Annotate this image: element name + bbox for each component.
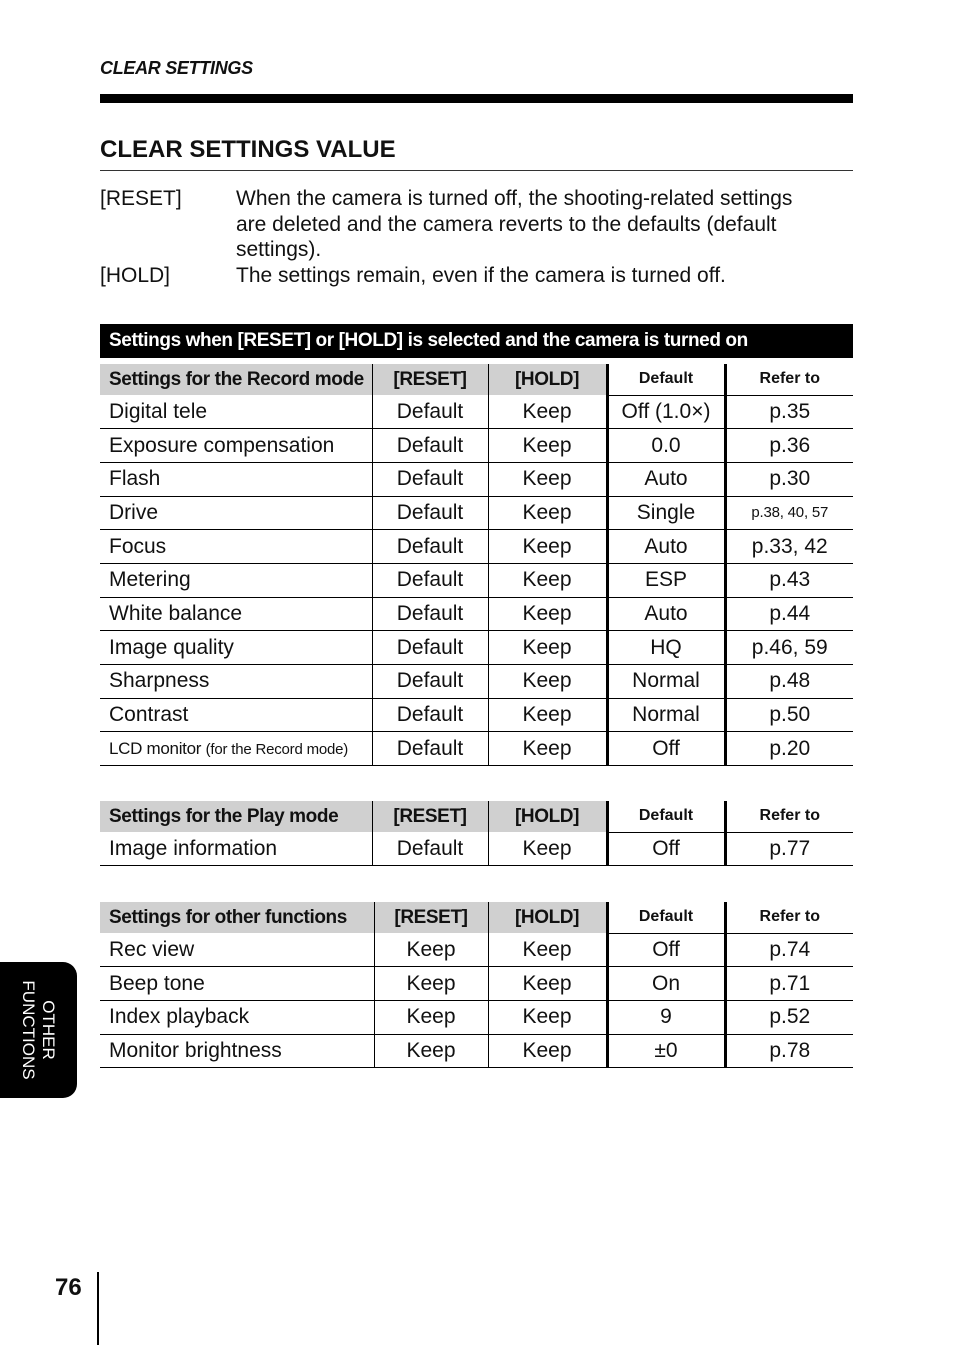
default-value: On [607,967,725,1001]
reset-value: Keep [374,1000,488,1034]
section-side-tab [0,962,77,1098]
table-header-row [100,902,853,933]
hold-value: Keep [488,698,607,732]
table-row [100,967,853,1001]
table-row [100,429,853,463]
hold-value: Keep [488,631,607,665]
hold-value: Keep [488,597,607,631]
reset-column-header: [RESET] [372,364,488,395]
table-header-row [100,801,853,832]
hold-value: Keep [488,665,607,699]
refer-value: p.71 [725,967,853,1001]
setting-name: Digital tele [100,395,372,429]
table-row [100,563,853,597]
hold-column-header: [HOLD] [488,364,607,395]
hold-value: Keep [488,832,607,866]
hold-value: Keep [488,496,607,530]
default-value: Off (1.0×) [607,395,725,429]
refer-column-header: Refer to [725,902,853,933]
hold-value: Keep [488,395,607,429]
reset-value: Default [372,832,488,866]
play-mode-table [100,801,853,866]
refer-value: p.52 [725,1000,853,1034]
table-row [100,496,853,530]
default-value: Auto [607,530,725,564]
side-tab-line: FUNCTIONS [19,980,38,1080]
record-mode-table [100,364,853,766]
reset-value: Keep [374,967,488,1001]
table-row [100,832,853,866]
setting-name: Beep tone [100,967,374,1001]
default-value: Single [607,496,725,530]
hold-column-header: [HOLD] [488,902,607,933]
refer-value: p.36 [725,429,853,463]
header-rule [100,94,853,103]
side-tab-label [18,980,58,1079]
reset-value: Default [372,732,488,766]
reset-value: Keep [374,933,488,967]
refer-value: p.77 [725,832,853,866]
reset-value: Default [372,496,488,530]
definition-description [236,186,853,263]
default-value: Normal [607,665,725,699]
default-value: 9 [607,1000,725,1034]
other-functions-table [100,902,853,1068]
setting-name: Index playback [100,1000,374,1034]
default-value: Auto [607,462,725,496]
hold-value: Keep [488,1000,607,1034]
default-value: ±0 [607,1034,725,1068]
refer-column-header: Refer to [725,364,853,395]
table-row [100,631,853,665]
setting-name: Exposure compensation [100,429,372,463]
default-value: Normal [607,698,725,732]
table-header-row [100,364,853,395]
refer-value: p.74 [725,933,853,967]
definition-reset [100,186,853,263]
setting-name: Contrast [100,698,372,732]
setting-name-text: LCD monitor [109,738,202,758]
default-column-header: Default [607,364,725,395]
default-value: Auto [607,597,725,631]
hold-value: Keep [488,933,607,967]
reset-column-header: [RESET] [372,801,488,832]
table-row [100,1000,853,1034]
title-rule [100,170,853,171]
definition-line: settings). [236,238,322,261]
reset-column-header: [RESET] [374,902,488,933]
other-functions-header: Settings for other functions [100,902,374,933]
refer-value: p.44 [725,597,853,631]
setting-name: Metering [100,563,372,597]
hold-value: Keep [488,462,607,496]
definition-hold [100,263,853,289]
default-value: HQ [607,631,725,665]
reset-value: Default [372,530,488,564]
default-value: 0.0 [607,429,725,463]
default-value: Off [607,732,725,766]
definition-line: When the camera is turned off, the shooting-related settings [236,187,793,210]
reset-value: Default [372,631,488,665]
hold-value: Keep [488,967,607,1001]
refer-value: p.50 [725,698,853,732]
hold-value: Keep [488,563,607,597]
table-row [100,462,853,496]
setting-name: Image quality [100,631,372,665]
page-number: 76 [55,1274,82,1301]
refer-value: p.43 [725,563,853,597]
hold-value: Keep [488,1034,607,1068]
refer-value: p.46, 59 [725,631,853,665]
hold-column-header: [HOLD] [488,801,607,832]
table-banner: Settings when [RESET] or [HOLD] is selected and the camera is turned on [100,324,853,358]
reset-value: Default [372,597,488,631]
refer-value: p.30 [725,462,853,496]
reset-value: Default [372,698,488,732]
table-row [100,732,853,766]
setting-name: Flash [100,462,372,496]
definition-line: The settings remain, even if the camera is turned off. [236,263,726,287]
table-row [100,698,853,732]
page-number-rule [97,1272,99,1345]
reset-value: Default [372,462,488,496]
side-tab-line: OTHER [39,1000,58,1060]
definition-description [236,263,853,289]
reset-value: Keep [374,1034,488,1068]
refer-value: p.35 [725,395,853,429]
table-row [100,1034,853,1068]
table-row [100,665,853,699]
table-row [100,395,853,429]
refer-value: p.33, 42 [725,530,853,564]
setting-name: Focus [100,530,372,564]
default-value: Off [607,933,725,967]
table-row [100,530,853,564]
setting-name: Rec view [100,933,374,967]
reset-value: Default [372,395,488,429]
reset-value: Default [372,563,488,597]
definition-line: are deleted and the camera reverts to the defaults (default [236,212,777,236]
definitions [100,186,853,288]
setting-name: Drive [100,496,372,530]
hold-value: Keep [488,732,607,766]
definition-term: [RESET] [100,187,182,210]
default-column-header: Default [607,902,725,933]
setting-name [100,732,372,766]
setting-name: Image information [100,832,372,866]
hold-value: Keep [488,530,607,564]
hold-value: Keep [488,429,607,463]
play-mode-header: Settings for the Play mode [100,801,372,832]
refer-value: p.20 [725,732,853,766]
section-title: CLEAR SETTINGS VALUE [100,136,396,163]
definition-term: [HOLD] [100,263,171,287]
default-value: Off [607,832,725,866]
default-value: ESP [607,563,725,597]
refer-value: p.38, 40, 57 [725,496,853,530]
default-column-header: Default [607,801,725,832]
record-mode-header: Settings for the Record mode [100,364,372,395]
reset-value: Default [372,429,488,463]
table-row [100,597,853,631]
refer-column-header: Refer to [725,801,853,832]
setting-name: Sharpness [100,665,372,699]
refer-value: p.78 [725,1034,853,1068]
setting-name: Monitor brightness [100,1034,374,1068]
running-head: CLEAR SETTINGS [100,58,253,78]
refer-value: p.48 [725,665,853,699]
setting-name: White balance [100,597,372,631]
setting-name-note: (for the Record mode) [205,740,349,758]
reset-value: Default [372,665,488,699]
table-row [100,933,853,967]
